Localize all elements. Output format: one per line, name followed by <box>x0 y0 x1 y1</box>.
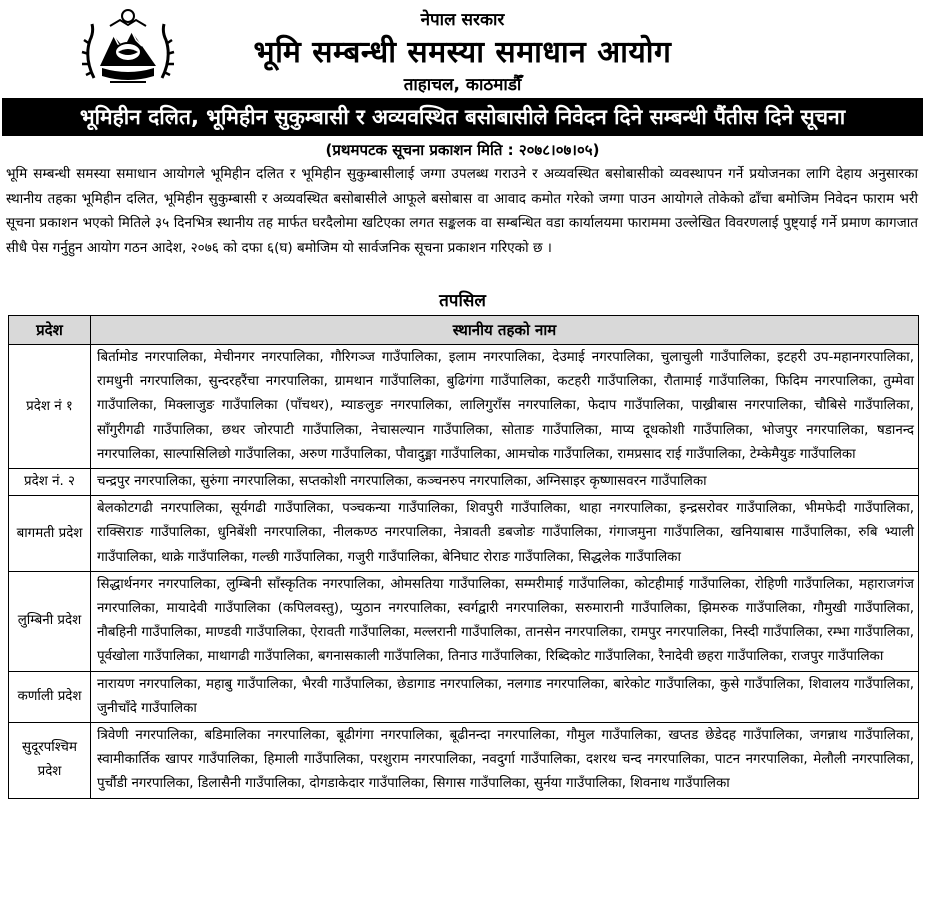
local-units-cell: सिद्धार्थनगर नगरपालिका, लुम्बिनी साँस्कृतिक नगरपालिका, ओमसतिया गाउँपालिका, सम्मरीमाई गाउँपालिका, कोटहीमाई गाउँपालिका, रोहिणी गाउँपालिका, महाराजगंज नगरपालिका, मायादेवी गाउँपालिका (कपिलवस्तु), प्युठान नगरपालिका, स्वर्गद्वारी नगरपालिका, सरुमारानी गाउँपालिका, झिमरुक गाउँपालिका, गौमुखी गाउँपालिका, नौबहिनी गाउँपालिका, माण्डवी गाउँपालिका, ऐरावती गाउँपालिका, मल्लरानी गाउँपालिका, तानसेन नगरपालिका, रामपुर नगरपालिका, निस्दी गाउँपालिका, रम्भा गाउँपालिका, पूर्वखोला गाउँपालिका, माथागढी गाउँपालिका, बगनासकाली गाउँपालिका, तिनाउ गाउँपालिका, रिब्दिकोट गाउँपालिका, रैनादेवी छहरा गाउँपालिका, राजपुर गाउँपालिका <box>91 571 919 671</box>
table-row <box>9 469 919 496</box>
table-header-row <box>9 316 919 345</box>
local-units-cell: बेलकोटगढी नगरपालिका, सूर्यगढी गाउँपालिका, पञ्चकन्या गाउँपालिका, शिवपुरी गाउँपालिका, थाहा नगरपालिका, इन्द्रसरोवर गाउँपालिका, भीमफेदी गाउँपालिका, राक्सिराङ गाउँपालिका, धुनिबेंशी नगरपालिका, नीलकण्ठ नगरपालिका, नेत्रावती डबजोङ गाउँपालिका, गंगाजमुना गाउँपालिका, खनियाबास गाउँपालिका, रुबि भ्याली गाउँपालिका, थाक्रे गाउँपालिका, गल्छी गाउँपालिका, गजुरी गाउँपालिका, बेनिघाट रोराङ गाउँपालिका, सिद्धलेक गाउँपालिका <box>91 496 919 572</box>
province-cell: सुदूरपश्चिम प्रदेश <box>9 723 91 799</box>
notice-title: भूमिहीन दलित, भूमिहीन सुकुम्बासी र अव्यवस्थित बसोबासीले निवेदन दिने सम्बन्धी पैंतीस दिने सूचना <box>2 98 923 136</box>
province-cell: लुम्बिनी प्रदेश <box>9 571 91 671</box>
column-header-local-units: स्थानीय तहको नाम <box>91 316 919 345</box>
schedule-heading: तपसिल <box>439 291 486 311</box>
local-units-cell: बिर्तामोड नगरपालिका, मेचीनगर नगरपालिका, गौरिगञ्ज गाउँपालिका, इलाम नगरपालिका, देउमाई नगरपालिका, चुलाचुली गाउँपालिका, इटहरी उप-महानगरपालिका, रामधुनी नगरपालिका, सुन्दरहरैंचा नगरपालिका, ग्रामथान गाउँपालिका, बुढिगंगा गाउँपालिका, कटहरी गाउँपालिका, रौतामाई गाउँपालिका, फिदिम नगरपालिका, तुम्मेवा गाउँपालिका, मिक्लाजुङ गाउँपालिका (पाँचथर), म्याङलुङ नगरपालिका, लालिगुराँस नगरपालिका, फेदाप गाउँपालिका, पाख्रीबास नगरपालिका, चौबिसे गाउँपालिका, साँगुरीगढी गाउँपालिका, छथर जोरपाटी गाउँपालिका, नेचासल्यान गाउँपालिका, सोताङ गाउँपालिका, माप्य दूधकोशी गाउँपालिका, भोजपुर नगरपालिका, षडानन्द नगरपालिका, साल्पासिलिछो गाउँपालिका, अरुण गाउँपालिका, पौवादुङ्मा गाउँपालिका, आमचोक गाउँपालिका, रामप्रसाद राई गाउँपालिका, टेम्केमैयुङ गाउँपालिका <box>91 345 919 469</box>
table-row <box>9 571 919 671</box>
table-row <box>9 671 919 722</box>
local-units-table <box>8 315 919 799</box>
province-cell: कर्णाली प्रदेश <box>9 671 91 722</box>
local-units-cell: त्रिवेणी नगरपालिका, बडिमालिका नगरपालिका, बूढीगंगा नगरपालिका, बूढीनन्दा नगरपालिका, गौमुल गाउँपालिका, खप्तड छेडेदह गाउँपालिका, जगन्नाथ गाउँपालिका, स्वामीकार्तिक खापर गाउँपालिका, हिमाली गाउँपालिका, परशुराम नगरपालिका, नवदुर्गा गाउँपालिका, दशरथ चन्द नगरपालिका, पाटन नगरपालिका, मेलौली नगरपालिका, पुर्चौडी नगरपालिका, डिलासैनी गाउँपालिका, दोगडाकेदार गाउँपालिका, सिगास गाउँपालिका, सुर्नया गाउँपालिका, शिवनाथ गाउँपालिका <box>91 723 919 799</box>
commission-name: भूमि सम्बन्धी समस्या समाधान आयोग <box>253 35 672 70</box>
government-name: नेपाल सरकार <box>420 10 505 30</box>
notice-body: भूमि सम्बन्धी समस्या समाधान आयोगले भूमिहीन दलित र भूमिहीन सुकुम्बासीलाई जग्गा उपलब्ध गराउने र अव्यवस्थित बसोबासीको व्यवस्थापन गर्ने प्रयोजनका लागि देहाय अनुसारका स्थानीय तहका भूमिहीन दलित, भूमिहीन सुकुम्बासी र अव्यवस्थित बसोबासीले आफूले बसोबास वा आवाद कमोत गरेको जग्गा पाउन आयोगले तोकेको ढाँचा बमोजिम निवेदन फाराम भरी सूचना प्रकाशन भएको मितिले ३५ दिनभित्र स्थानीय तह मार्फत घरदैलोमा खटिएका लगत सङ्कलक वा सम्बन्धित वडा कार्यालयमा फाराममा उल्लेखित विवरणलाई पुष्ट्याई गर्ने प्रमाण कागजात सीधै पेस गर्नुहुन आयोग गठन आदेश, २०७६ को दफा ६(घ) बमोजिम यो सार्वजनिक सूचना प्रकाशन गरिएको छ । <box>6 166 918 256</box>
publication-date: (प्रथमपटक सूचना प्रकाशन मिति : २०७८।०७।०५) <box>325 141 600 159</box>
table-row <box>9 496 919 572</box>
commission-location: ताहाचल, काठमाडौँ <box>403 75 522 95</box>
province-cell: बागमती प्रदेश <box>9 496 91 572</box>
province-cell: प्रदेश नं. २ <box>9 469 91 496</box>
local-units-cell: नारायण नगरपालिका, महाबु गाउँपालिका, भैरवी गाउँपालिका, छेडागाड नगरपालिका, नलगाड नगरपालिका, बारेकोट गाउँपालिका, कुसे गाउँपालिका, शिवालय गाउँपालिका, जुनीचाँदे गाउँपालिका <box>91 671 919 722</box>
table-row <box>9 723 919 799</box>
notice-header <box>0 0 925 98</box>
province-cell: प्रदेश नं १ <box>9 345 91 469</box>
local-units-cell: चन्द्रपुर नगरपालिका, सुरुंगा नगरपालिका, सप्तकोशी नगरपालिका, कञ्चनरुप नगरपालिका, अग्निसाइर कृष्णासवरन गाउँपालिका <box>91 469 919 496</box>
table-row <box>9 345 919 469</box>
column-header-province: प्रदेश <box>9 316 91 345</box>
